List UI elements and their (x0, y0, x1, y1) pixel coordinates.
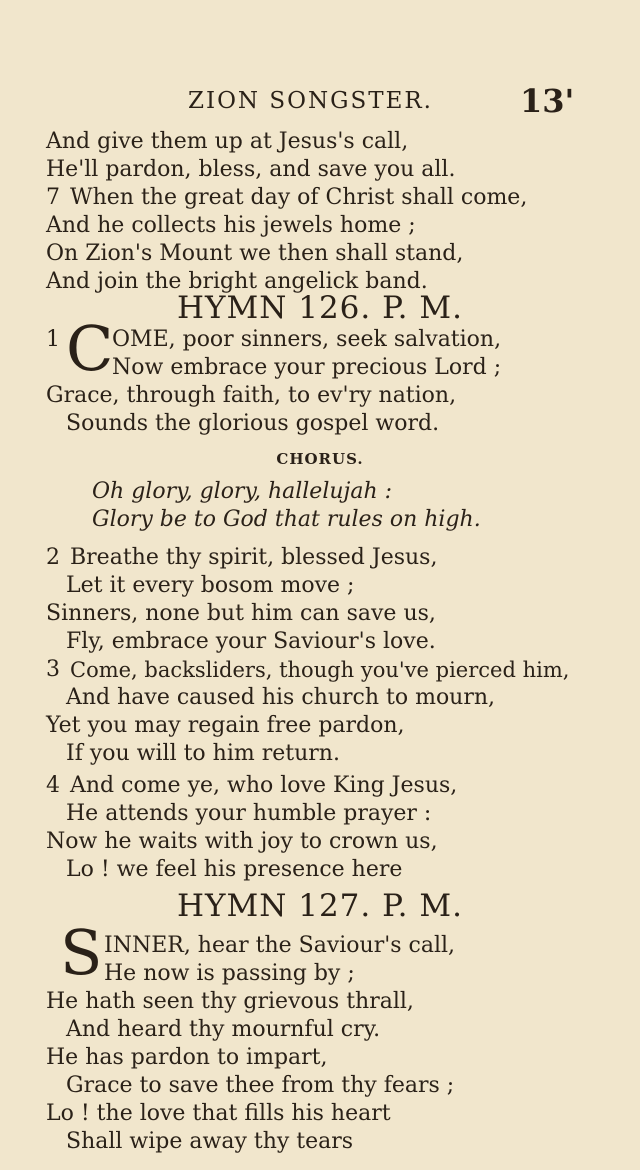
verse-line: Shall wipe away thy tears (66, 1129, 354, 1154)
stanza-number: 7 (46, 185, 60, 210)
verse-line: Grace to save thee from thy fears ; (66, 1073, 455, 1098)
verse-line: Lo ! the love that fills his heart (46, 1101, 391, 1126)
verse-line: OME, poor sinners, seek salvation, (112, 327, 502, 352)
chorus-label: CHORUS. (276, 450, 364, 468)
verse-line: And he collects his jewels home ; (46, 213, 416, 238)
drop-cap: C (66, 312, 114, 385)
drop-cap: S (60, 916, 103, 989)
verse-line: And come ye, who love King Jesus, (70, 773, 458, 798)
verse-line: He now is passing by ; (104, 961, 355, 986)
verse-line: Let it every bosom move ; (66, 573, 355, 598)
verse-line: And have caused his church to mourn, (66, 685, 496, 710)
running-head (0, 82, 640, 122)
stanza-number: 2 (46, 545, 60, 570)
verse-line: And join the bright angelick band. (46, 269, 428, 294)
page-number: 13' (520, 82, 575, 120)
verse-line: Grace, through faith, to ev'ry nation, (46, 383, 457, 408)
verse-line: INNER, hear the Saviour's call, (104, 933, 456, 958)
chorus-line: Glory be to God that rules on high. (92, 507, 481, 532)
book-title: ZION SONGSTER. (188, 88, 433, 114)
verse-line: Fly, embrace your Saviour's love. (66, 629, 436, 654)
verse-line: Lo ! we feel his presence here (66, 857, 403, 882)
hymn-127-title: HYMN 127. P. M. (177, 888, 463, 924)
verse-line: Sounds the glorious gospel word. (66, 411, 440, 436)
stanza-number: 1 (46, 327, 60, 352)
verse-line: Yet you may regain free pardon, (46, 713, 405, 738)
stanza-number: 3 (46, 657, 60, 682)
verse-line: Breathe thy spirit, blessed Jesus, (70, 545, 438, 570)
verse-line: Come, backsliders, though you've pierced him, (70, 658, 570, 682)
verse-line: Now he waits with joy to crown us, (46, 829, 438, 854)
verse-line: When the great day of Christ shall come, (70, 185, 528, 210)
verse-line: And heard thy mournful cry. (66, 1017, 381, 1042)
verse-line: Now embrace your precious Lord ; (112, 355, 502, 380)
hymn-126-title: HYMN 126. P. M. (177, 290, 463, 326)
chorus-line: Oh glory, glory, hallelujah : (92, 479, 393, 504)
verse-line: On Zion's Mount we then shall stand, (46, 241, 464, 266)
verse-line: He has pardon to impart, (46, 1045, 328, 1070)
verse-line: He'll pardon, bless, and save you all. (46, 157, 456, 182)
verse-line: Sinners, none but him can save us, (46, 601, 436, 626)
verse-line: If you will to him return. (66, 741, 340, 766)
stanza-number: 4 (46, 773, 60, 798)
verse-line: And give them up at Jesus's call, (46, 129, 409, 154)
verse-line: He attends your humble prayer : (66, 801, 432, 826)
verse-line: He hath seen thy grievous thrall, (46, 989, 414, 1014)
